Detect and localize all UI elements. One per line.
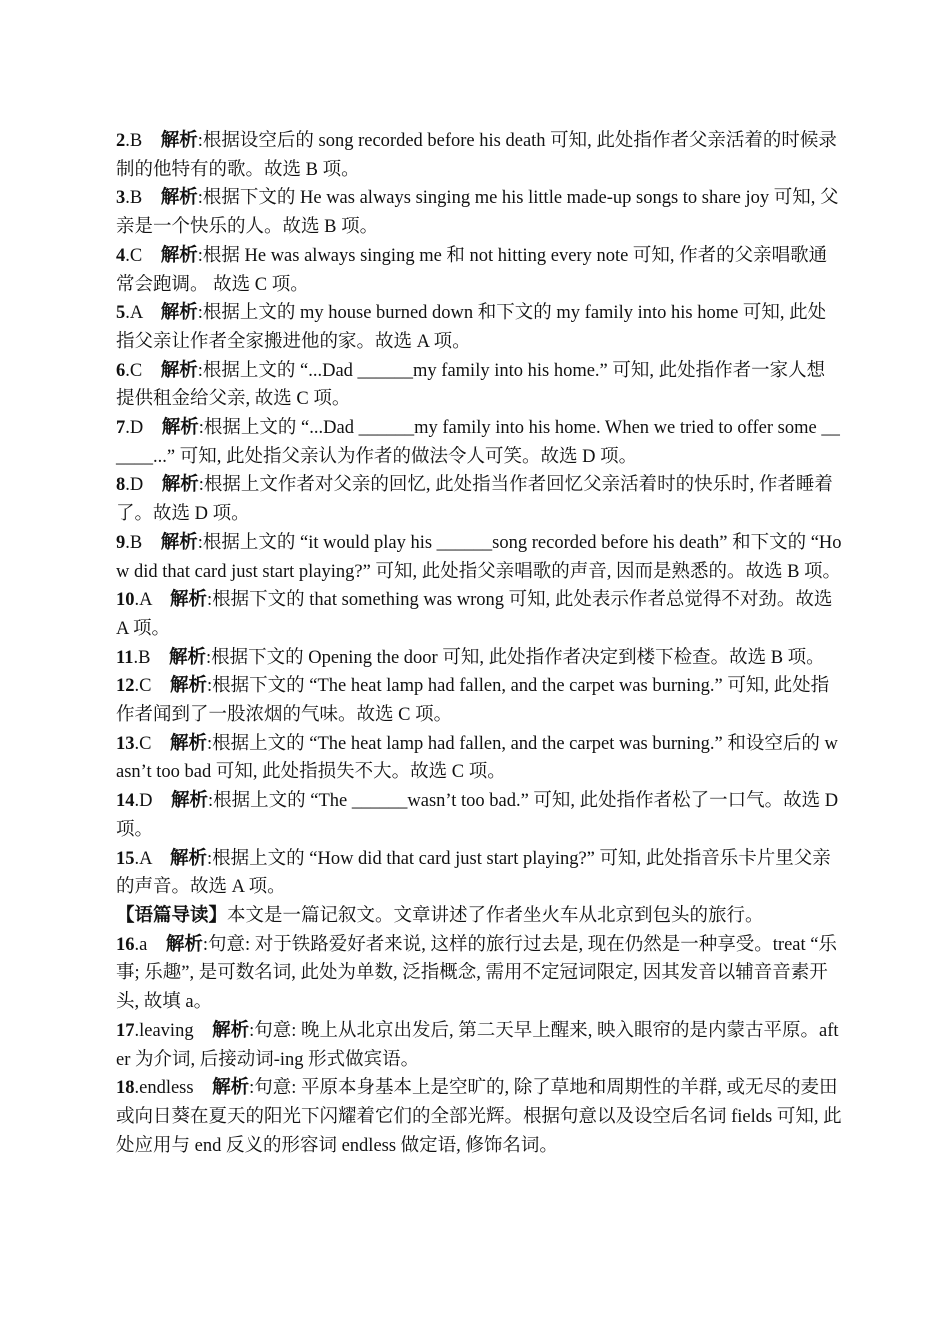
entry-12: 12.C 解析:根据下文的 “The heat lamp had fallen, and the carpet was burning.” 可知, 此处指作者闻到了一股浓烟的气味。故选 C 项。 [116,676,830,726]
entry-8: 8.D 解析:根据上文作者对父亲的回忆, 此处指当作者回忆父亲活着时的快乐时, 作者睡着了。故选 D 项。 [116,475,833,525]
entry-18: 18.endless 解析:句意: 平原本身基本上是空旷的, 除了草地和周期性的羊群, 或无尽的麦田或向日葵在夏天的阳光下闪耀着它们的全部光辉。根据句意以及设空后名词 fields 可知, 此处应用与 end 反义的形容词 endless 做定语, 修饰名词。 [116,1078,842,1156]
entry-11: 11.B 解析:根据下文的 Opening the door 可知, 此处指作者决定到楼下检查。故选 B 项。 [116,647,825,668]
entry-13: 13.C 解析:根据上文的 “The heat lamp had fallen, and the carpet was burning.” 和设空后的 wasn’t too bad 可知, 此处指损失不大。故选 C 项。 [116,733,838,783]
answer-explanations [116,127,842,1160]
passage-guide-text: 本文是一篇记叙文。文章讲述了作者坐火车从北京到包头的旅行。 [227,905,764,926]
passage-guide-label: 【语篇导读】 [116,905,228,926]
entry-10: 10.A 解析:根据下文的 that something was wrong 可知, 此处表示作者总觉得不对劲。故选 A 项。 [116,590,837,639]
entry-4: 4.C 解析:根据 He was always singing me 和 not hitting every note 可知, 作者的父亲唱歌通常会跑调。 故选 C 项。 [116,245,828,295]
entry-2: 2.B 解析:根据设空后的 song recorded before his death 可知, 此处指作者父亲活着的时候录制的他特有的歌。故选 B 项。 [116,131,837,180]
passage-guide [116,902,842,931]
entry-16: 16.a 解析:句意: 对于铁路爱好者来说, 这样的旅行过去是, 现在仍然是一种享受。treat “乐事; 乐趣”, 是可数名词, 此处为单数, 泛指概念, 需用不定冠词限定, 因其发音以辅音音素开头, 故填 a。 [116,934,837,1013]
entry-9: 9.B 解析:根据上文的 “it would play his ______song recorded before his death” 和下文的 “How did that card just start playing?” 可知, 此处指父亲唱歌的声音, 因而是熟悉的。故选 B 项。 [116,532,842,582]
entry-14: 14.D 解析:根据上文的 “The ______wasn’t too bad.” 可知, 此处指作者松了一口气。故选 D 项。 [116,791,843,840]
entry-3: 3.B 解析:根据下文的 He was always singing me his little made-up songs to share joy 可知, 父亲是一个快乐的人。故选 B 项。 [116,188,839,238]
entry-6: 6.C 解析:根据上文的 “...Dad ______my family into his home.” 可知, 此处指作者一家人想提供租金给父亲, 故选 C 项。 [116,360,826,410]
entry-7: 7.D 解析:根据上文的 “...Dad ______my family into his home. When we tried to offer some ______...” 可知, 此处指父亲认为作者的做法令人可笑。故选 D 项。 [116,418,840,467]
entry-5: 5.A 解析:根据上文的 my house burned down 和下文的 my family into his home 可知, 此处指父亲让作者全家搬进他的家。故选 A 项。 [116,303,827,352]
entry-15: 15.A 解析:根据上文的 “How did that card just start playing?” 可知, 此处指音乐卡片里父亲的声音。故选 A 项。 [116,848,831,898]
entry-17: 17.leaving 解析:句意: 晚上从北京出发后, 第二天早上醒来, 映入眼帘的是内蒙古平原。after 为介词, 后接动词-ing 形式做宾语。 [116,1020,839,1070]
